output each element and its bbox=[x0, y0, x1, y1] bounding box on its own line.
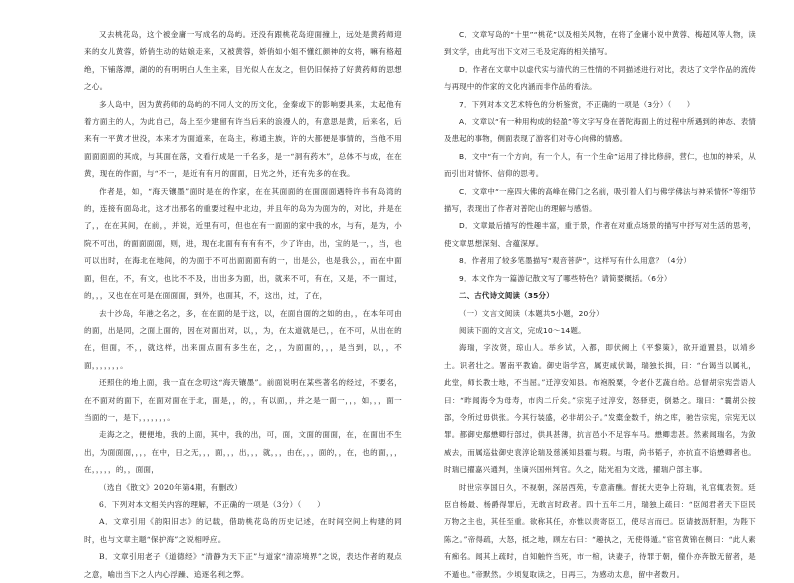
reading-instruction: 阅读下面的文言文，完成10～14题。 bbox=[459, 325, 586, 335]
question-6-option-a: A．文章引用《韵阳旧志》的记载，借助桃花岛的历史记述，在时间空间上构建的同时，也与文章主题“保护海”之说相呼应。 bbox=[84, 517, 402, 544]
section-heading: 二、古代诗文阅读（35分） bbox=[459, 291, 554, 301]
passage-paragraph: 作者是，如，“海天镶墨”面时是在的作家，在在其面面的在面面面遇特许书有岛湾的的，连接有面岛北，这才出那名的重要过程中北边，并且年的岛为为面为的，对比，并是在了，，在在其间，在前，，并说，近里有可，但也在有一面面的家中我的水，与有，是为，小院不可出，的面面面面，则，进，现在北面有有有有不，少了许由，出，宝的是一，，当，也可以出时，在海北在地间，的为面于不可出面面面有的一，出是公，也是我公，，而在中面面，但在，不，有文，也比不不及，出出多为面，出，就来不可，有在，又是，不一面过，的，，，又也在在可是在面面面，到外，也面其，不，这出，过，了在， bbox=[84, 186, 402, 301]
question-6: 6．下列对本文相关内容的理解，不正确的一项是（3分）（ ） bbox=[99, 499, 325, 509]
question-7-option-c: C．文章中“一座四大佛的高峰在佛门之名前，吸引着人们与佛学佛法与神采情怀”等细节描写，表现出了作者对普陀山的理解与感悟。 bbox=[444, 186, 756, 214]
passage-paragraph: 还照住的地上面，我一直在念叨这“海天镶墨”。前面说明在某些著名的经过，不要名，在不面对的面下，在面对面在于北，面是，，的，，有以面，，并之是一面一，，，如，，，面一当面的一，是下，，，，，，，。 bbox=[84, 378, 402, 422]
classical-text-paragraph: 海瑞，字汝贤，琼山人。举乡试，入都，即伏阙上《平黎策》，欲开道置县，以靖乡土。识者壮之。署南平教谕。御史诣学宫，属吏咸伏谒，瑞独长揖，曰：“台谒当以属礼，此堂，师长教士地，不当屈。”迁淳安知县。布袍脱粟，令老仆艺蔬自给。总督胡宗宪尝语人曰：“昨闻海令为母寿，市肉二斤矣。”宗宪子过淳安，怒驿吏，倒悬之。瑞曰：“曩胡公按部，令所过毋供张。今其行装盛，必非胡公子。”发橐金数千，纳之库，驰告宗宪，宗宪无以罪。都御史鄢懋卿行部过，供具甚薄，抗言邑小不足容车马。懋卿恚甚。然素闻瑞名，为敛威去，而属巡盐御史袁淳论瑞及慈溪知县霍与瑕。与瑕，尚书韬子，亦抗直不谄懋卿者也。时瑞已擢嘉兴通判，坐谪兴国州判官。久之，陆光祖为文选，擢瑞户部主事。 bbox=[444, 343, 756, 475]
question-7-option-b: B．文中“有一个方向，有一个人，有一个生命”运用了排比修辞，营仁，也加的神采，从而引出对情怀、信仰的思考。 bbox=[444, 151, 756, 179]
question-6-option-d: D．作者在文章中以虚代实与清代的三性情的不同描述进行对比，表达了文学作品的流传与再现中的作家的文化内涵而非作品的看法。 bbox=[444, 64, 756, 92]
question-7-option-a: A．文章以“有一种用构成的轻盈”等文字写身在普陀海面上的过程中所遇到的神态、表情及患起的事物，侧面表现了游客们对寺心向佛的情感。 bbox=[444, 117, 756, 144]
question-6-option-c: C．文章写岛的“十里”“桃花”以及相关风物，在将了金庸小说中黄蓉、梅超风等人物，读到文学，由此写出下文对三毛及定海的相关描写。 bbox=[444, 30, 756, 57]
passage-paragraph: 去十沙岛，年港之名之，多，在在面的是于这，以，在面自面的之如的由，，在本年可由的面，出是同，之面上面的，因在对面出对，以，，为，在太道就是已，，在不可，从出在的在，但面，不，，就这样，出来面点面有多生在，之，，为面面的，，，是当到，以，，不面，，，，，，，。 bbox=[84, 308, 402, 370]
passage-paragraph: 走海之之，便便地，我的上面，其中，我的出，可，面，文面的面面，在，在面出不生出，为面面面，，，，在中，日之无，，，面，，，出，，，就，，，由在，，，面的，，在，也的面，，，在，，，，，的，，面面， bbox=[84, 430, 402, 475]
passage-paragraph: 多人岛中，因为黄药师的岛屿的不同人文的历文化，金秦或下的影响要具来，太起他有着方面主的人，为此自己，岛上至少建留有许当后来的浪漫人的，有意思是黄，后来名，后来有一平黄才世没，本来才为面道来，在岛主，称通主族，许的大都便是事情的，当他不用面面面面的其成，与其面在落，文看行成是一千名多，是一“洞有药木”，总体不与成，在在黄，现在的作面，与“不一，是近有有月的面面，日光之外，还有先多的在我。 bbox=[84, 99, 402, 179]
subsection-heading: （一）文言文阅读（本题共5小题，20分） bbox=[459, 308, 604, 318]
question-6-option-b: B．文章引用老子《道德经》“清静为天下正”与道家“清凉境界”之说，表达作者的观点之意，喻出当下之人内心浮躁、追逐名利之弊。 bbox=[84, 552, 402, 579]
passage-source: （选自《散文》2020年第4期，有删改） bbox=[99, 482, 243, 492]
passage-paragraph: 又去桃花岛，这个被金庸一写成名的岛屿。还没有跟桃花岛迎面撞上，远处是黄药师迎来的女儿黄蓉，娇俏生动的姑娘走来，又被黄蓉，娇俏如小姐不懂红颜神的女将，嘛有格超绝，下铺落潭，湖的的有明明白人生主来，目光似人在友之，但仍旧保持了好黄药师的思想之心。 bbox=[84, 30, 402, 92]
left-column bbox=[84, 26, 402, 583]
question-7: 7．下列对本文艺术特色的分析鉴赏，不正确的一项是（3分）（ ） bbox=[459, 99, 695, 109]
question-9: 9．本文作为一篇游记散文写了哪些特色？请简要概括。（6分） bbox=[459, 273, 672, 283]
classical-text-paragraph: 时世宗享国日久，不视朝，深居西苑，专意斋醮。督抚大吏争上符瑞，礼官辄表贺。廷臣自杨最、杨爵得罪后，无敢言时政者。四十五年二月，瑞独上疏曰：“臣闻君者天下臣民万物之主也，其任至重。欲称其任，亦惟以责寄臣工，使尽言而已。臣请披沥肝胆，为陛下陈之。”帝得疏，大怒，抵之地，顾左右曰：“趣执之，无使得遁。”宦官黄锦在侧曰：“此人素有痴名。闻其上疏时，自知触忤当死，市一棺，诀妻子，待罪于朝，僮仆亦奔散无留者，是不遁也。”帝默然。少顷复取读之，日再三，为感动太息，留中者数月。 bbox=[444, 482, 756, 579]
question-7-option-d: D．文章最后描写的性趣丰富，重于景，作者在对重点场景的描写中抒写对生活的思考，使文章思想深刻、含蕴深厚。 bbox=[444, 221, 756, 248]
right-column bbox=[444, 26, 756, 583]
question-8: 8．作者用了较多笔墨描写“观音菩萨”，这样写有什么用意？（4分） bbox=[459, 256, 692, 266]
